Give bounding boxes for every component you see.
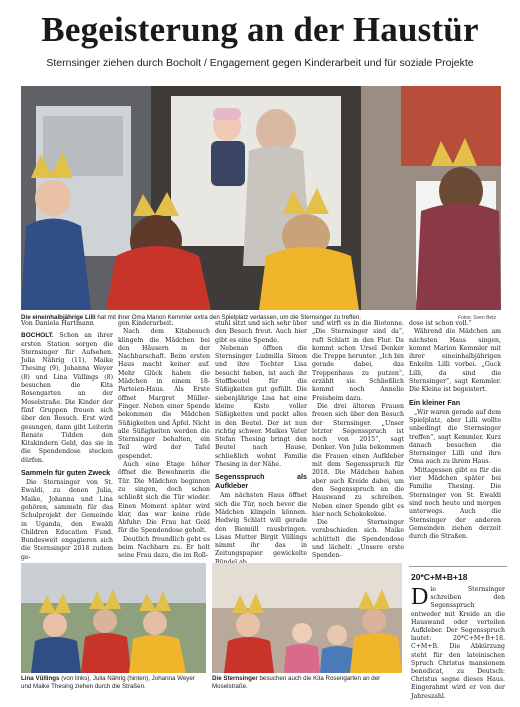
section-heading: Segensspruch als Aufkleber [215,472,307,491]
info-box-title: 20*C+M+B+18 [411,572,468,582]
photo-caption-middle: Die Sternsinger besuchen auch die Kita Rosengarten an der Moselstraße. [212,675,381,690]
article-column-1: Von Daniela Hartmann BOCHOLT. Schon an ihrer ersten Station sorgen die Sternsinger für Aufsehen. Julia Nährig (11), Maike Thesing (9), Johanna Weyer (8) und Lina Vüllings (8) besuchen die Kita Rosengarten an der Moselstraße. Die Kinder der fünf Gruppen freuen sich über den Besuch. Erst wird gesungen, dann gibt Leiterin Renate Tidden den Kitakindern Geld, das sie in die Spendendose stecken dürfen. Sammeln für guten Zweck Die Sternsinger von St. Ewaldi, zu denen Julia, Maike, Johanna und Lina gehören, sammeln für das Schulprojekt der Gemeinde in Uganda, den Ewaldi Children Education Fund. Bundesweit engagieren sich die Sternsinger 2018 zudem ge- [21,320,113,561]
article-column-4: und wirft es in die Biotonne. „Die Sternsinger sind da“, ruft Schlatt in den Flur. Da kommt schon Ursel Denker die Treppe herunter. „Ich bin gerade dabei, das Treppenhaus zu putzen“, erzählt sie. Schließlich kommt noch Annelie Freisheim dazu. Die drei älteren Frauen freuen sich über den Besuch der Sternsinger. „Unser letzter Segensspruch ist noch von 2015“, sagt Denker. Von Julia bekommen die Frauen einen Aufkleber mit dem Segensspruch für 2018. Die Mädchen haben aber auch Kreide dabei, um den Segensspruch an die Hauswand zu schreiben. Neben einer Spende gibt es hier noch Schokokekse. Die Sternsinger verabschieden sich. Maike schüttelt die Spendendose und lächelt: „Unsere erste Spenden- [312,320,404,560]
photo-caption-left: Lina Vüllings (von links), Julia Nährig (hinten), Johanna Weyer und Maike Thesing ziehen durch die Straßen. [21,675,195,690]
drop-cap: D [411,584,429,610]
section-heading: Sammeln für guten Zweck [21,468,111,478]
section-heading: Ein kleiner Fan [409,397,461,407]
photo-sternsinger-street [21,563,206,673]
photo-kita-visit [212,563,402,673]
subheadline: Sternsinger ziehen durch Bocholt / Engagement gegen Kinderarbeit und für soziale Projekte [46,57,474,69]
info-box-text: Die Sternsinger schreiben den Segensspruch entweder mit Kreide an die Hauswand oder verteilen Aufkleber. Der Segensspruch lautet: 20*C+M+B+18. C+M+B. Die Abkürzung steht für den lateinischen Spruch Christus mansionem benedicat, zu Deutsch: Christus segne dieses Haus. Eingerahmt wird er von der Jahreszahl. [411,584,505,700]
main-photo-caption: Die eineinhalbjährige Lilli hat mit ihrer Oma Marion Kemmler extra den Spielplatz verlassen, um die Sternsinger zu treffen. [21,314,361,321]
main-photo [21,86,501,310]
article-column-5: dose ist schon voll.“ Während die Mädchen am nächsten Haus singen, kommt Marion Kemmler mit ihrer eineinhalbjährigen Enkelin Lilli vorbei. „Guck Lilli, da sind die Sternsinger“, sagt Kemmler. Die Kleine ist begeistert. Ein kleiner Fan „Wir waren gerade auf dem Spielplatz, aber Lilli wollte unbedingt die Sternsinger treffen“, sagt Kemmler. Kurz danach besuchen die Sternsinger Lilli und ihre Oma auch zu ihrem Haus. Mittagessen gibt es für die vier Mädchen später bei Familie Thesing. Die Sternsinger von St. Ewaldi sind noch heute und morgen unterwegs. Auch die Sternsinger der anderen Gemeinden ziehen derzeit durch die Straßen. [409,320,501,541]
info-box-rule [409,566,507,567]
article-column-2: gen Kinderarbeit. Nach dem Kitabesuch klingeln die Mädchen bei den Häusern in der Nachbarschaft. Beim ersten Haus macht keiner auf. Mehr Glück haben die Mädchen in einem 18-Parteien-Haus. Als Erste öffnet Margret Müller-Finger. Neben einer Spende bekommen die Mädchen Süßigkeiten und Äpfel. Nicht alle Süßigkeiten werden die Sternsinger behalten, ein Teil wird der Tafel gespendet. Auch eine Etage höher öffnet die Bewohnerin die Tür. Die Mädchen beginnen zu singen, doch schon schließt sich die Tür wieder. Einen Moment später wird klar, das war keine rüde Abfuhr: Die Frau hat Geld für die Spendendose geholt. Deutlich freundlich geht es beim Nachbarn zu. Er holt seine Frau dazu, die im Roll- [118,320,210,560]
headline: Begeisterung an der Haustür [41,10,479,49]
byline: Von Daniela Hartmann [21,320,94,327]
article-column-3: stuhl sitzt und sich sehr über den Besuch freut. Auch hier gibt es eine Spende. Nebenan öffnen die Sternsinger Ludmilla Simon und ihre Tochter Lisa besucht haben, ist auch ihr Stoffbeutel für die Süßigkeiten gut gefüllt. Die siebenjährige Lisa hat eine kleine Kiste voller Süßigkeiten und packt alles in den Beutel. Der ist nun richtig schwer. Maikes Vater Stefan Thesing bringt den Beutel nach Hause, schließlich wohnt Familie Thesing in der Nähe. Segensspruch als Aufkleber Am nächsten Haus öffnet sich die Tür, noch bevor die Mädchen klingeln können. Hedwig Schlatt will gerade den Biomüll rausbringen. Lisas Mutter Birgit Vüllings nimmt ihr das in Zeitungspapier gewickelte [215,320,307,558]
dateline: BOCHOLT. [21,332,54,340]
photo-credit: Fotos: Sven Betz [458,315,497,321]
